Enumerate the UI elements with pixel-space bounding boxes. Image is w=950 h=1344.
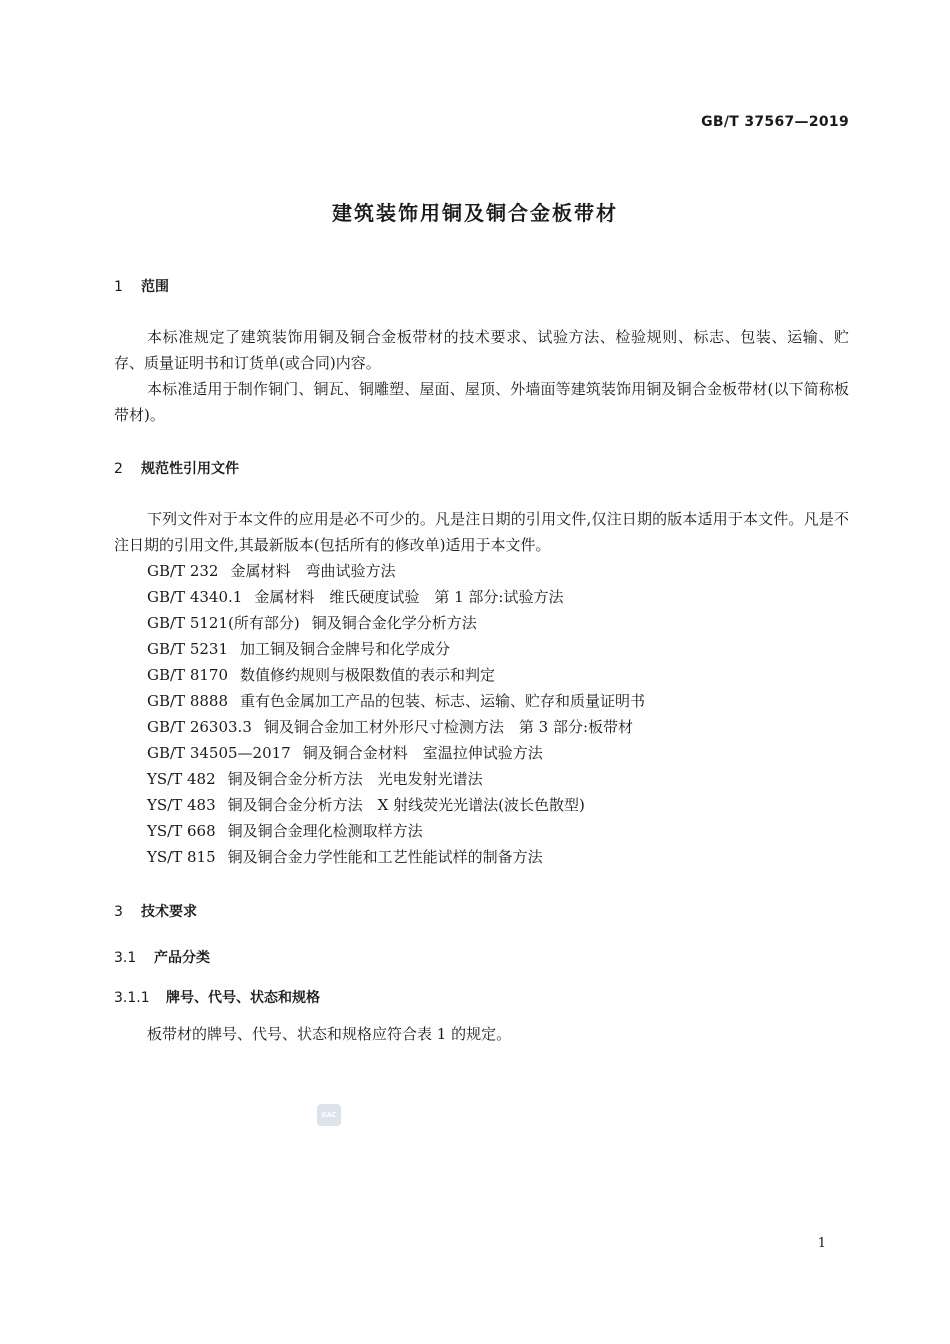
reference-item xyxy=(147,688,645,714)
section-title: 牌号、代号、状态和规格 xyxy=(166,990,320,1006)
scope-paragraph-1: 本标准规定了建筑装饰用铜及铜合金板带材的技术要求、试验方法、检验规则、标志、包装、运输、贮存、质量证明书和订货单(或合同)内容。 xyxy=(114,328,849,372)
reference-code: GB/T 26303.3 xyxy=(147,718,252,736)
sac-watermark-logo: SAC xyxy=(317,1104,341,1126)
reference-title: 铜及铜合金力学性能和工艺性能试样的制备方法 xyxy=(227,848,543,866)
reference-item xyxy=(147,818,645,844)
reference-item xyxy=(147,792,645,818)
reference-title: 铜及铜合金分析方法 X 射线荧光光谱法(波长色散型) xyxy=(227,796,585,814)
reference-title: 铜及铜合金理化检测取样方法 xyxy=(227,822,423,840)
reference-item xyxy=(147,584,645,610)
section-title: 范围 xyxy=(141,279,169,295)
section-number: 1 xyxy=(114,279,123,295)
scope-paragraph-2: 本标准适用于制作铜门、铜瓦、铜雕塑、屋面、屋顶、外墙面等建筑装饰用铜及铜合金板带材(以下简称板带材)。 xyxy=(114,380,849,424)
reference-code: YS/T 668 xyxy=(147,822,216,840)
section-number: 3 xyxy=(114,904,123,920)
reference-item xyxy=(147,766,645,792)
section-number: 2 xyxy=(114,461,123,477)
reference-item xyxy=(147,636,645,662)
reference-code: GB/T 34505—2017 xyxy=(147,744,291,762)
reference-code: GB/T 4340.1 xyxy=(147,588,243,606)
reference-title: 金属材料 维氏硬度试验 第 1 部分:试验方法 xyxy=(254,588,564,606)
reference-code: YS/T 482 xyxy=(147,770,216,788)
reference-code: GB/T 232 xyxy=(147,562,219,580)
page-number: 1 xyxy=(817,1236,826,1251)
reference-title: 铜及铜合金分析方法 光电发射光谱法 xyxy=(227,770,483,788)
section-3-heading xyxy=(114,901,197,921)
reference-title: 金属材料 弯曲试验方法 xyxy=(230,562,396,580)
reference-item xyxy=(147,558,645,584)
reference-code: YS/T 815 xyxy=(147,848,216,866)
reference-item xyxy=(147,662,645,688)
reference-code: YS/T 483 xyxy=(147,796,216,814)
reference-item xyxy=(147,610,645,636)
section-3-1-1-heading xyxy=(114,987,320,1007)
reference-code: GB/T 5121(所有部分) xyxy=(147,614,300,632)
reference-code: GB/T 8888 xyxy=(147,692,229,710)
reference-item xyxy=(147,844,645,870)
section-number: 3.1 xyxy=(114,950,137,966)
section-1-heading xyxy=(114,276,169,296)
section-number: 3.1.1 xyxy=(114,990,150,1006)
reference-code: GB/T 5231 xyxy=(147,640,229,658)
reference-title: 铜及铜合金加工材外形尺寸检测方法 第 3 部分:板带材 xyxy=(263,718,634,736)
reference-code: GB/T 8170 xyxy=(147,666,229,684)
reference-title: 铜及铜合金化学分析方法 xyxy=(311,614,477,632)
reference-title: 加工铜及铜合金牌号和化学成分 xyxy=(240,640,451,658)
section-title: 规范性引用文件 xyxy=(141,461,239,477)
reference-item xyxy=(147,714,645,740)
reference-list xyxy=(147,558,645,870)
section-title: 技术要求 xyxy=(141,904,197,920)
section-2-heading xyxy=(114,458,239,478)
section-3-1-heading xyxy=(114,947,210,967)
standard-code: GB/T 37567—2019 xyxy=(701,114,849,130)
section-title: 产品分类 xyxy=(154,950,210,966)
reference-title: 铜及铜合金材料 室温拉伸试验方法 xyxy=(302,744,543,762)
reference-title: 重有色金属加工产品的包装、标志、运输、贮存和质量证明书 xyxy=(240,692,646,710)
section-3-1-1-paragraph: 板带材的牌号、代号、状态和规格应符合表 1 的规定。 xyxy=(147,1025,512,1043)
document-title: 建筑装饰用铜及铜合金板带材 xyxy=(332,201,618,225)
reference-title: 数值修约规则与极限数值的表示和判定 xyxy=(240,666,496,684)
reference-item xyxy=(147,740,645,766)
references-intro: 下列文件对于本文件的应用是必不可少的。凡是注日期的引用文件,仅注日期的版本适用于本文件。凡是不注日期的引用文件,其最新版本(包括所有的修改单)适用于本文件。 xyxy=(114,510,849,554)
